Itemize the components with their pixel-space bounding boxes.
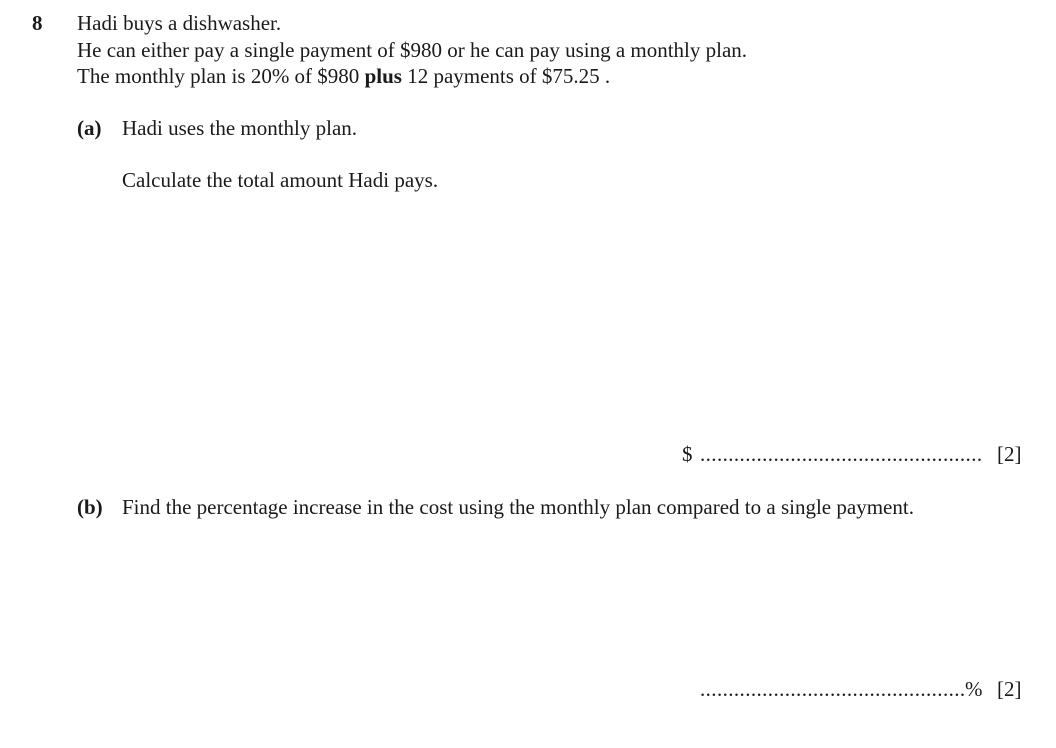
part-b-answer-suffix: % <box>965 677 983 701</box>
question-line-3-end: 12 payments of $75.25 . <box>401 64 611 88</box>
part-b-marks: [2] <box>997 677 1022 701</box>
question-line-3-bold: plus <box>364 64 402 88</box>
question-line-3 <box>77 66 610 87</box>
part-a-marks: [2] <box>997 442 1022 466</box>
question-line-2: He can either pay a single payment of $980 or he can pay using a monthly plan. <box>77 38 748 62</box>
part-b-text: Find the percentage increase in the cost using the monthly plan compared to a single payment. <box>122 495 914 519</box>
part-a-instruction: Calculate the total amount Hadi pays. <box>122 168 439 192</box>
part-a-answer-prefix: $ <box>682 442 693 466</box>
question-number: 8 <box>32 11 43 35</box>
part-a-label: (a) <box>77 116 102 140</box>
part-b-answer-line[interactable]: ............................................... <box>700 677 966 701</box>
question-line-1: Hadi buys a dishwasher. <box>77 11 282 35</box>
part-a-answer-line[interactable]: .................................................. <box>700 442 983 466</box>
part-a-text: Hadi uses the monthly plan. <box>122 116 358 140</box>
part-b-label: (b) <box>77 495 103 519</box>
question-line-3-start: The monthly plan is 20% of $980 <box>77 64 365 88</box>
